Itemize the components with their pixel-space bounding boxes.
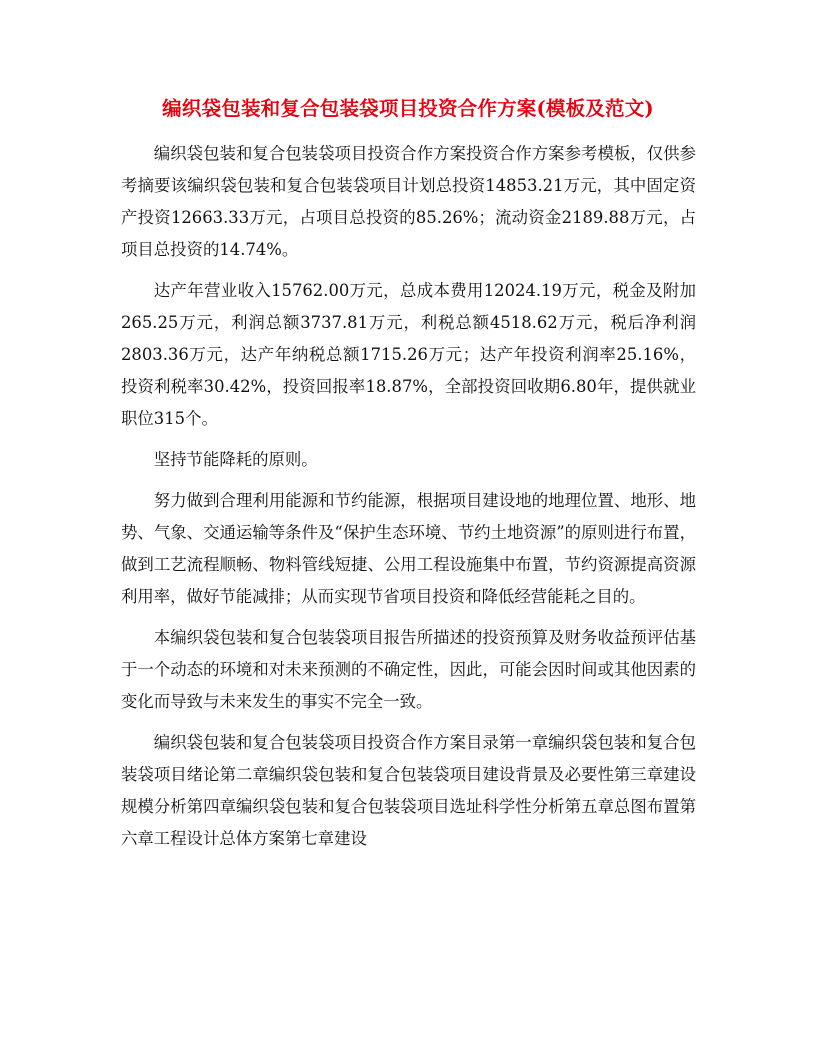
paragraph-summary-investment: 编织袋包装和复合包装袋项目投资合作方案投资合作方案参考模板，仅供参考摘要该编织袋包装和复合包装袋项目计划总投资14853.21万元，其中固定资产投资12663.33万元，占项目总投资的85.26%；流动资金2189.88万元，占项目总投资的14.74%。: [121, 144, 696, 259]
paragraph-energy-details: 努力做到合理利用能源和节约能源，根据项目建设地的地理位置、地形、地势、气象、交通运输等条件及“保护生态环境、节约土地资源”的原则进行布置，做到工艺流程顺畅、物料管线短捷、公用工程设施集中布置，节约资源提高资源利用率，做好节能减排；从而实现节省项目投资和降低经营能耗之目的。: [121, 491, 696, 606]
paragraph-revenue-profit: 达产年营业收入15762.00万元，总成本费用12024.19万元，税金及附加265.25万元，利润总额3737.81万元，利税总额4518.62万元，税后净利润2803.36万元，达产年纳税总额1715.26万元；达产年投资利润率25.16%，投资利税率30.42%，投资回报率18.87%，全部投资回收期6.80年，提供就业职位315个。: [121, 281, 696, 428]
paragraph-table-of-contents: 编织袋包装和复合包装袋项目投资合作方案目录第一章编织袋包装和复合包装袋项目绪论第二章编织袋包装和复合包装袋项目建设背景及必要性第三章建设规模分析第四章编织袋包装和复合包装袋项目选址科学性分析第五章总图布置第六章工程设计总体方案第七章建设: [121, 733, 696, 848]
document-title: 编织袋包装和复合包装袋项目投资合作方案(模板及范文): [162, 97, 654, 120]
paragraph-energy-principle: 坚持节能降耗的原则。: [153, 450, 318, 469]
document-body: [121, 138, 696, 864]
paragraph-disclaimer: 本编织袋包装和复合包装袋项目报告所描述的投资预算及财务收益预评估基于一个动态的环境和对未来预测的不确定性，因此，可能会因时间或其他因素的变化而导致与未来发生的事实不完全一致。: [121, 628, 696, 711]
